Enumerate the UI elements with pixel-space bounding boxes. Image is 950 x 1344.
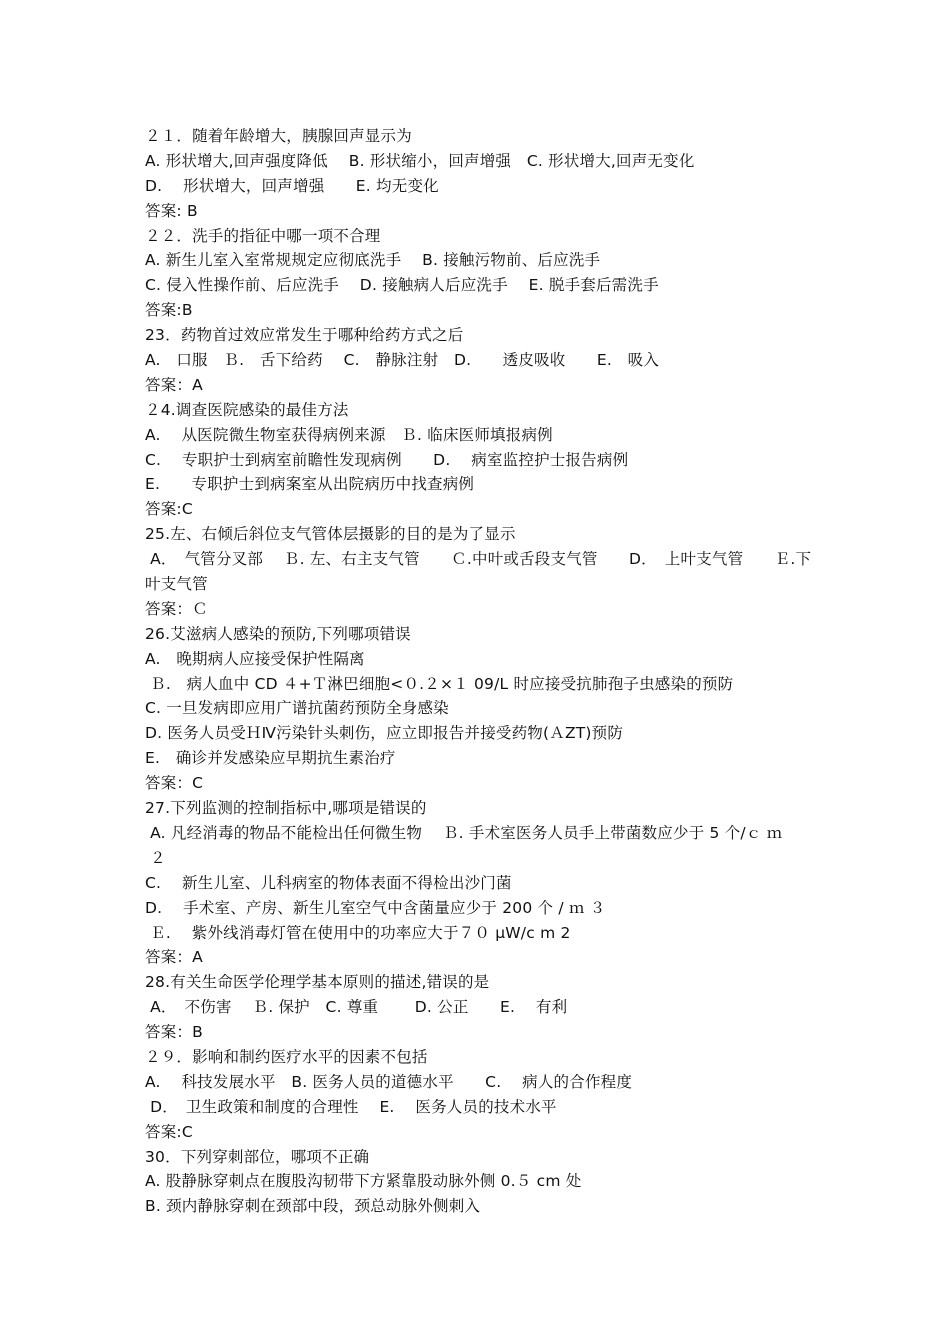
question-28-options: A． 不伤害 Ｂ. 保护 C. 尊重 D. 公正 E. 有利 (145, 998, 568, 1017)
question-25-options-line-2: 叶支气管 (145, 575, 208, 594)
question-23-stem: 23．药物首过效应常发生于哪种给药方式之后 (145, 326, 464, 345)
question-22-answer: 答案:B (145, 301, 193, 320)
question-29-options-line-2: D． 卫生政策和制度的合理性 E. 医务人员的技术水平 (145, 1097, 557, 1116)
question-26-option-c: C. 一旦发病即应用广谱抗菌药预防全身感染 (145, 699, 449, 718)
question-29-options-line-1: A. 科技发展水平 B. 医务人员的道德水平 C. 病人的合作程度 (145, 1072, 633, 1091)
question-30-option-a: A. 股静脉穿刺点在腹股沟韧带下方紧靠股动脉外侧 0.５ cm 处 (145, 1172, 582, 1191)
question-30-stem: 30．下列穿刺部位，哪项不正确 (145, 1147, 370, 1166)
question-21-options-line-1: A. 形状增大,回声强度降低 B. 形状缩小，回声增强 C. 形状增大,回声无变化 (145, 151, 695, 170)
question-27-options-line-2: ２ (145, 848, 166, 867)
question-26-option-b: Ｂ. 病人血中 CD ４+Ｔ淋巴细胞<０.２×１ 09/L 时应接受抗肺孢子虫感染的预防 (145, 674, 734, 693)
question-27-option-e: Ｅ. 紫外线消毒灯管在使用中的功率应大于７０ μW/c m 2 (145, 923, 571, 942)
question-24-answer: 答案:C (145, 500, 193, 519)
question-24-stem: ２4.调查医院感染的最佳方法 (145, 400, 349, 419)
question-21-options-line-2: D. 形状增大，回声增强 E. 均无变化 (145, 176, 439, 195)
question-22-options-line-1: A. 新生儿室入室常规规定应彻底洗手 B. 接触污物前、后应洗手 (145, 251, 601, 270)
question-29-answer: 答案:C (145, 1122, 193, 1141)
question-21-answer: 答案: B (145, 201, 198, 220)
question-21-stem: ２１．随着年龄增大，胰腺回声显示为 (145, 127, 412, 145)
question-22-stem: ２２．洗手的指征中哪一项不合理 (145, 226, 381, 245)
question-24-options-line-2: C. 专职护士到病室前瞻性发现病例 D. 病室监控护士报告病例 (145, 450, 629, 469)
question-27-answer: 答案：A (145, 948, 203, 967)
question-23-answer: 答案：A (145, 375, 203, 394)
question-25-stem: 25.左、右倾后斜位支气管体层摄影的目的是为了显示 (145, 525, 516, 544)
document-body (145, 124, 825, 1219)
question-26-answer: 答案：C (145, 774, 204, 793)
question-28-answer: 答案：B (145, 1023, 203, 1042)
question-25-answer: 答案：Ｃ (145, 599, 208, 618)
question-26-option-a: A. 晚期病人应接受保护性隔离 (145, 649, 365, 668)
question-27-stem: 27.下列监测的控制指标中,哪项是错误的 (145, 799, 427, 818)
question-27-option-c: C. 新生儿室、儿科病室的物体表面不得检出沙门菌 (145, 873, 512, 892)
question-27-option-d: D. 手术室、产房、新生儿室空气中含菌量应少于 200 个 / ｍ ３ (145, 898, 606, 917)
question-26-stem: 26.艾滋病人感染的预防,下列哪项错误 (145, 624, 411, 643)
question-26-option-e: E. 确诊并发感染应早期抗生素治疗 (145, 749, 396, 768)
question-30-option-b: B. 颈内静脉穿刺在颈部中段，颈总动脉外侧刺入 (145, 1197, 481, 1216)
question-23-options: A. 口服 Ｂ. 舌下给药 C. 静脉注射 D. 透皮吸收 E. 吸入 (145, 351, 660, 370)
question-24-options-line-3: E. 专职护士到病案室从出院病历中找查病例 (145, 475, 475, 494)
question-27-options-line-1: A. 凡经消毒的物品不能检出任何微生物 Ｂ. 手术室医务人员手上带菌数应少于 5 个/ｃ ｍ (145, 823, 783, 842)
question-22-options-line-2: C. 侵入性操作前、后应洗手 D. 接触病人后应洗手 E. 脱手套后需洗手 (145, 276, 659, 295)
question-28-stem: 28.有关生命医学伦理学基本原则的描述,错误的是 (145, 973, 490, 992)
question-25-options-line-1: A． 气管分叉部 Ｂ. 左、右主支气管 Ｃ.中叶或舌段支气管 D． 上叶支气管 Ｅ.下 (145, 550, 812, 569)
question-29-stem: ２９．影响和制约医疗水平的因素不包括 (145, 1047, 428, 1066)
question-24-options-line-1: A. 从医院微生物室获得病例来源 Ｂ. 临床医师填报病例 (145, 425, 553, 444)
question-26-option-d: D. 医务人员受ＨⅣ污染针头刺伤，应立即报告并接受药物(ＡZT)预防 (145, 724, 624, 743)
